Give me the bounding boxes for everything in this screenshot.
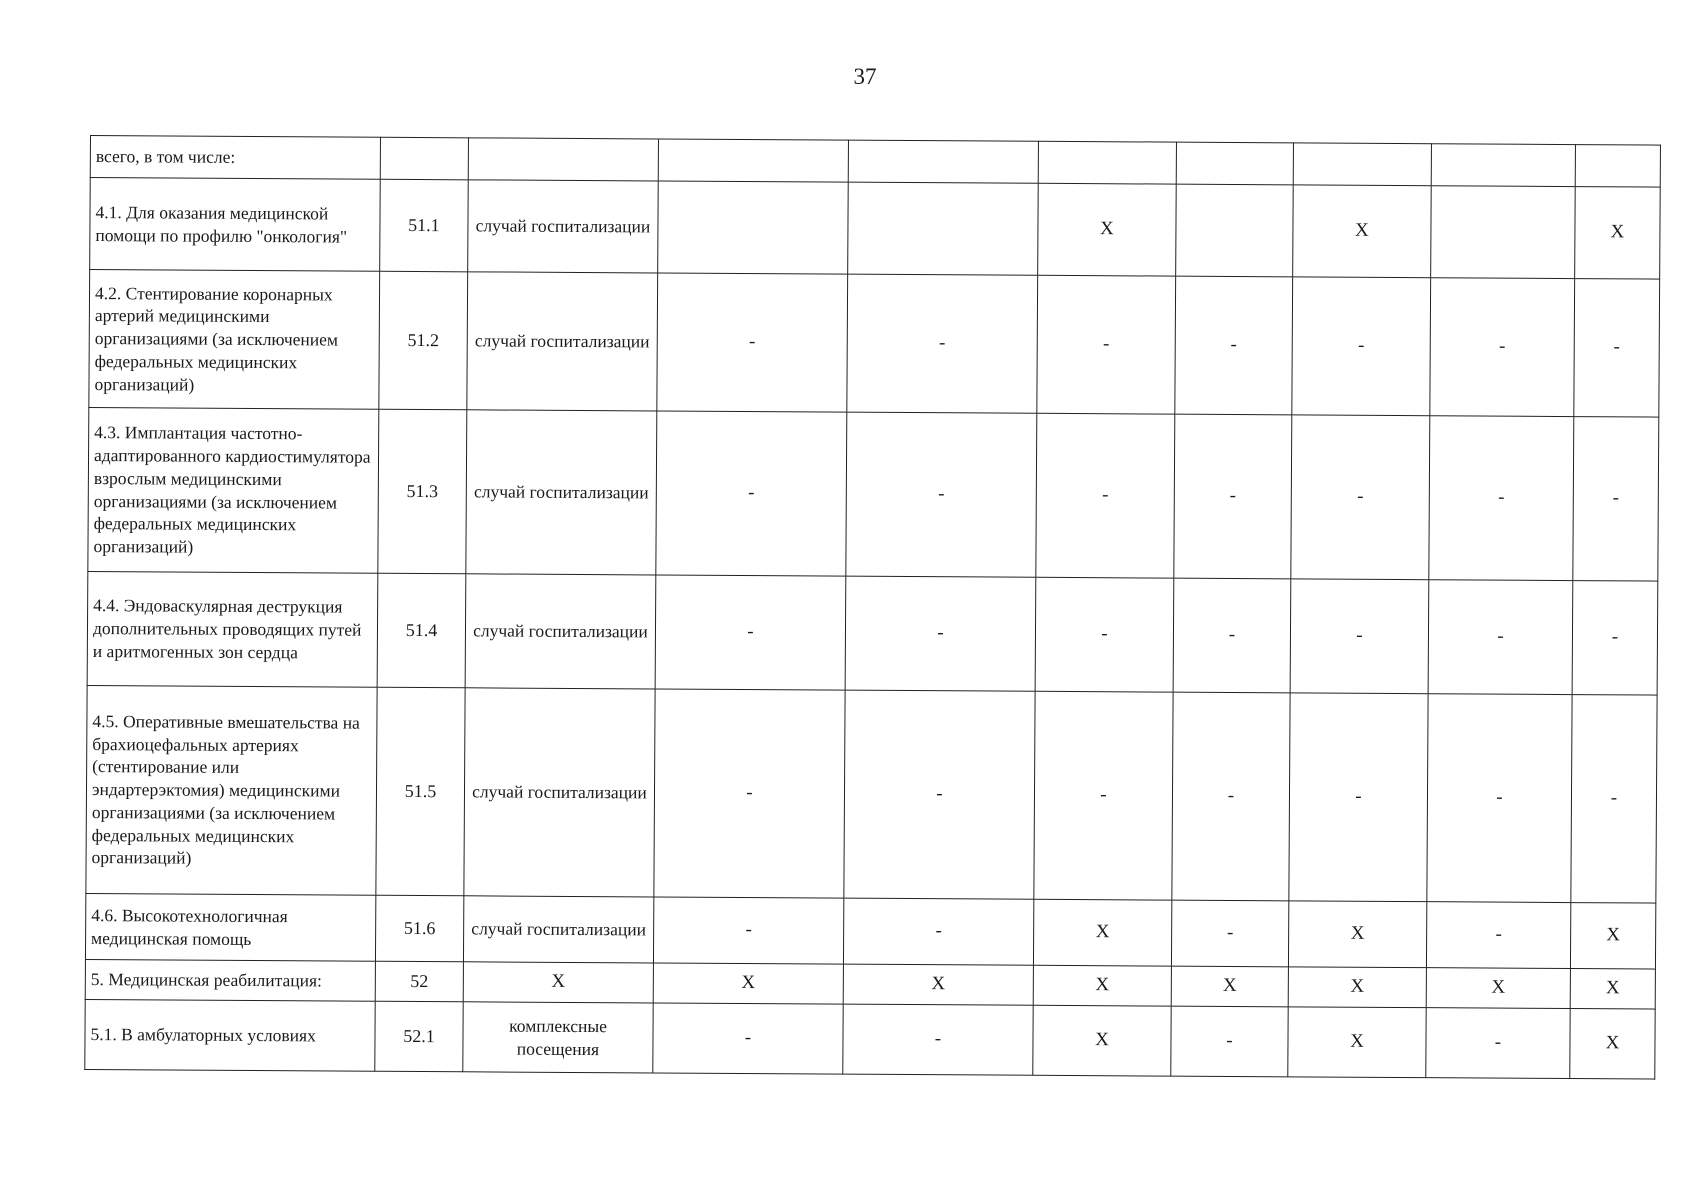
row-value: [1575, 145, 1660, 188]
row-value: [848, 182, 1039, 275]
row-value: -: [1172, 692, 1290, 901]
row-value: -: [844, 690, 1035, 899]
table-container: [84, 135, 1661, 1080]
row-value: [1293, 143, 1431, 186]
row-value: -: [1036, 413, 1175, 578]
row-value: Х: [1288, 967, 1426, 1008]
row-value: -: [653, 1003, 843, 1074]
row-value: [1431, 144, 1575, 187]
row-value: -: [847, 274, 1038, 413]
row-code: [380, 137, 468, 180]
row-value: Х: [1033, 1005, 1171, 1076]
table-row: [88, 407, 1659, 581]
row-value: -: [653, 897, 843, 964]
row-value: -: [1171, 1006, 1288, 1077]
table-row: [87, 571, 1658, 695]
table-row: [90, 178, 1661, 280]
row-value: [1176, 184, 1294, 277]
row-value: Х: [1171, 966, 1288, 1007]
row-value: -: [1572, 581, 1658, 696]
row-value: Х: [1570, 1009, 1655, 1080]
row-code: 52.1: [375, 1001, 463, 1072]
row-value: -: [1426, 1008, 1570, 1079]
row-value: Х: [1293, 185, 1432, 278]
row-value: -: [654, 689, 845, 898]
row-unit: случай госпитализации: [467, 272, 658, 411]
table-row: [89, 270, 1660, 418]
row-code: 51.1: [380, 179, 469, 272]
row-value: Х: [1570, 903, 1655, 970]
row-value: -: [1035, 577, 1174, 692]
row-value: Х: [1033, 899, 1171, 966]
row-code: 51.6: [375, 895, 463, 962]
row-value: -: [845, 576, 1036, 691]
row-name: 4.2. Стентирование коронарных артерий медицинскими организациями (за исключением федеральных медицинских организаций): [89, 270, 380, 410]
row-unit: Х: [463, 962, 653, 1003]
row-value: [658, 139, 848, 182]
row-value: Х: [1038, 183, 1177, 276]
row-value: Х: [1426, 968, 1570, 1009]
row-value: -: [1291, 415, 1430, 580]
row-value: -: [657, 273, 848, 412]
row-value: Х: [1288, 1007, 1426, 1078]
row-value: [848, 140, 1038, 183]
row-value: Х: [843, 964, 1033, 1005]
row-value: -: [843, 898, 1033, 965]
row-value: -: [843, 1004, 1033, 1075]
row-unit: комплексные посещения: [463, 1002, 653, 1073]
row-value: -: [1289, 693, 1428, 902]
row-code: 51.5: [376, 687, 465, 896]
row-name: 5.1. В амбулаторных условиях: [85, 999, 375, 1071]
row-unit: случай госпитализации: [465, 574, 656, 689]
row-value: -: [656, 411, 847, 576]
row-unit: случай госпитализации: [468, 180, 659, 273]
row-name: 4.3. Имплантация частотно-адаптированного кардиостимулятора взрослым медицинскими организациями (за исключением федеральных медицинских организаций): [88, 407, 379, 573]
row-value: -: [1427, 694, 1572, 903]
row-name: 4.1. Для оказания медицинской помощи по профилю "онкология": [90, 178, 381, 272]
row-unit: случай госпитализации: [466, 410, 657, 575]
row-unit: случай госпитализации: [463, 896, 653, 963]
row-value: -: [1430, 278, 1575, 417]
row-value: Х: [1288, 901, 1426, 968]
row-value: -: [1571, 695, 1657, 904]
row-code: 51.4: [377, 573, 466, 688]
row-value: Х: [1033, 965, 1171, 1006]
table-row: [86, 685, 1657, 903]
row-value: -: [1429, 416, 1574, 581]
row-name: 4.4. Эндоваскулярная деструкция дополнительных проводящих путей и аритмогенных зон сердца: [87, 571, 378, 687]
data-table: [84, 135, 1661, 1080]
row-value: -: [1173, 578, 1291, 693]
row-value: [658, 181, 849, 274]
row-name: 5. Медицинская реабилитация:: [85, 959, 375, 1001]
row-value: Х: [1575, 187, 1661, 280]
table-row: [85, 893, 1655, 969]
row-value: -: [846, 412, 1037, 577]
row-code: 51.3: [378, 409, 467, 574]
row-value: -: [1573, 417, 1659, 582]
row-code: 52: [375, 961, 463, 1002]
row-value: -: [1174, 414, 1292, 579]
row-value: -: [1290, 579, 1429, 694]
row-value: -: [1292, 277, 1431, 416]
row-value: Х: [1570, 969, 1655, 1010]
row-value: -: [1428, 580, 1573, 695]
page-number: 37: [853, 64, 877, 89]
row-name: 4.6. Высокотехнологичная медицинская помощь: [85, 893, 375, 961]
row-name: 4.5. Оперативные вмешательства на брахиоцефальных артериях (стентирование или эндартерэктомия) медицинскими организациями (за исключением федеральных медицинских организаций): [86, 685, 377, 895]
row-name: всего, в том числе:: [90, 136, 380, 180]
row-value: -: [1037, 275, 1176, 414]
row-unit: случай госпитализации: [464, 688, 655, 897]
row-value: -: [1171, 900, 1288, 967]
row-value: [1038, 141, 1176, 184]
row-unit: [468, 138, 658, 181]
row-value: [1176, 142, 1293, 185]
row-value: -: [1426, 902, 1570, 969]
table-row: [85, 999, 1655, 1079]
row-value: -: [655, 575, 846, 690]
row-value: -: [1574, 279, 1660, 418]
row-code: 51.2: [379, 271, 468, 410]
row-value: -: [1175, 276, 1293, 415]
row-value: Х: [653, 963, 843, 1004]
row-value: -: [1034, 691, 1173, 900]
row-value: [1431, 186, 1576, 279]
